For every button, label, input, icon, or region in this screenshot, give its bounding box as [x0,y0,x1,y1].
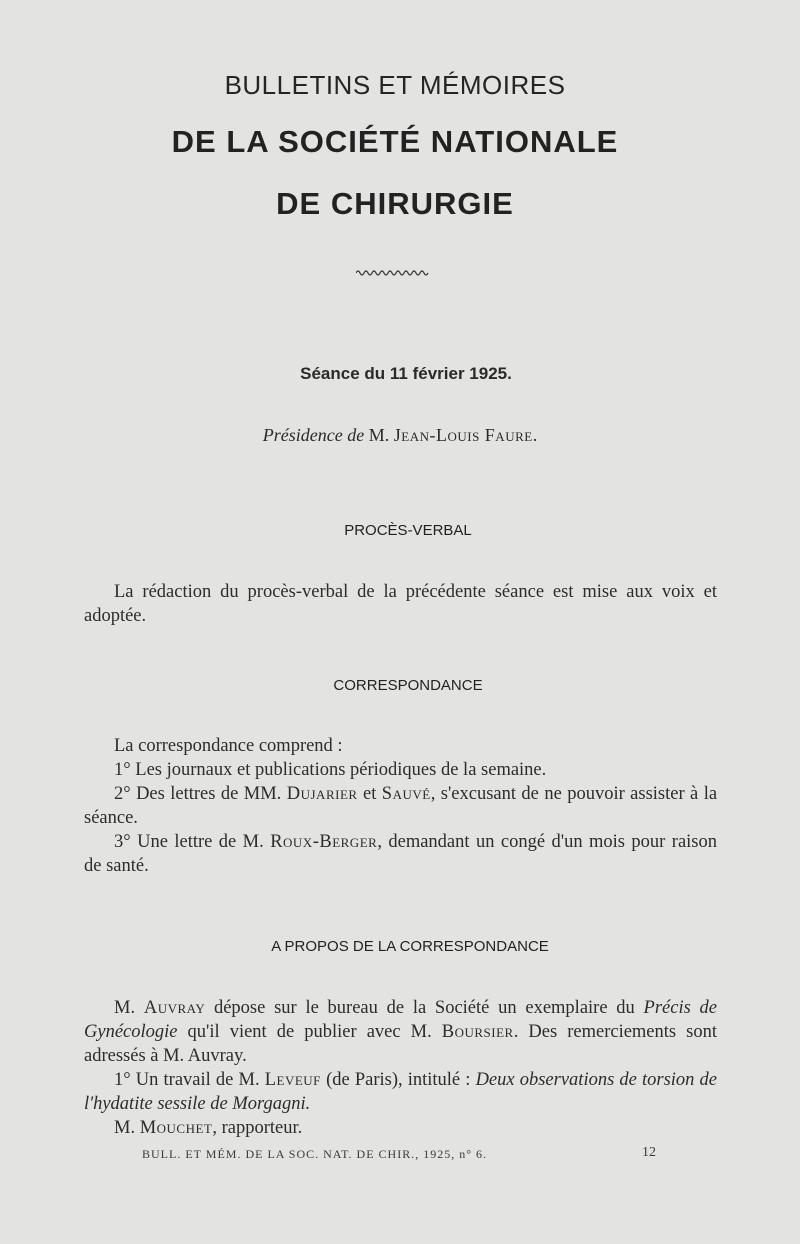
item2-name-1: Dujarier [286,784,358,804]
presidence-name: Jean-Louis Faure [393,425,533,445]
correspondance-item-2 [84,782,717,830]
p1-text-c: qu'il vient de publier avec M. [187,1022,432,1042]
p1-name-2: Boursier [441,1022,514,1042]
apropos-paragraph-3 [84,1116,717,1140]
p1-book-title: Précis de Gynécologie [84,998,717,1042]
item3-name: Roux-Berger [270,832,378,852]
p1-text-b: dépose sur le bureau de la Société un exemplaire du [213,998,635,1018]
item2-text-a: 2° Des lettres de MM. [114,784,282,804]
journal-title-line3: DE CHIRURGIE [276,186,514,221]
journal-title-line2: DE LA SOCIÉTÉ NATIONALE [171,124,619,159]
presidence-label: Présidence de [262,425,365,445]
presidence-end: . [532,425,538,445]
p3-name: Mouchet [139,1118,213,1138]
presidence-prefix: M. [368,425,390,445]
footer-citation: BULL. ET MÉM. DE LA SOC. NAT. DE CHIR., 1925, n° 6. [142,1147,488,1161]
page-number: 12 [642,1145,656,1160]
presidence-line [0,425,800,446]
ornament-divider [356,268,430,278]
proces-verbal-text: La rédaction du procès-verbal de la précédente séance est mise aux voix et adoptée. [84,582,717,626]
p2-name: Leveuf [264,1070,321,1090]
journal-title-line1: BULLETINS ET MÉMOIRES [224,70,566,100]
item3-text-b: , demandant un congé d'un mois pour raison de santé. [84,832,717,876]
p1-name-1: Auvray [143,998,206,1018]
p3-text-b: , rapporteur. [212,1118,303,1138]
p2-work-title: Deux observations de torsion de l'hydatite sessile de Morgagni. [84,1070,718,1114]
p1-text-d: . Des remerciements sont adressés à M. Auvray. [84,1022,717,1066]
proces-verbal-heading: PROCÈS-VERBAL [344,522,472,539]
correspondance-item-1: 1° Les journaux et publications périodiques de la semaine. [114,760,547,780]
p2-text-b: (de Paris), intitulé : [326,1070,471,1090]
item3-text-a: 3° Une lettre de M. [114,832,264,852]
p2-text-a: 1° Un travail de M. [114,1070,260,1090]
apropos-heading: A PROPOS DE LA CORRESPONDANCE [271,938,549,955]
item2-text-b: et [363,784,377,804]
correspondance-intro: La correspondance comprend : [114,736,343,756]
correspondance-heading: CORRESPONDANCE [333,677,483,694]
item2-text-c: , s'excusant de ne pouvoir assister à la séance. [84,784,718,828]
item2-name-2: Sauvé [381,784,431,804]
session-title: Séance du 11 février 1925. [300,364,512,383]
p1-text-a: M. [114,998,136,1018]
p3-text-a: M. [114,1118,136,1138]
apropos-paragraph-1 [84,996,717,1068]
correspondance-item-3 [84,830,717,878]
apropos-paragraph-2 [84,1068,717,1116]
